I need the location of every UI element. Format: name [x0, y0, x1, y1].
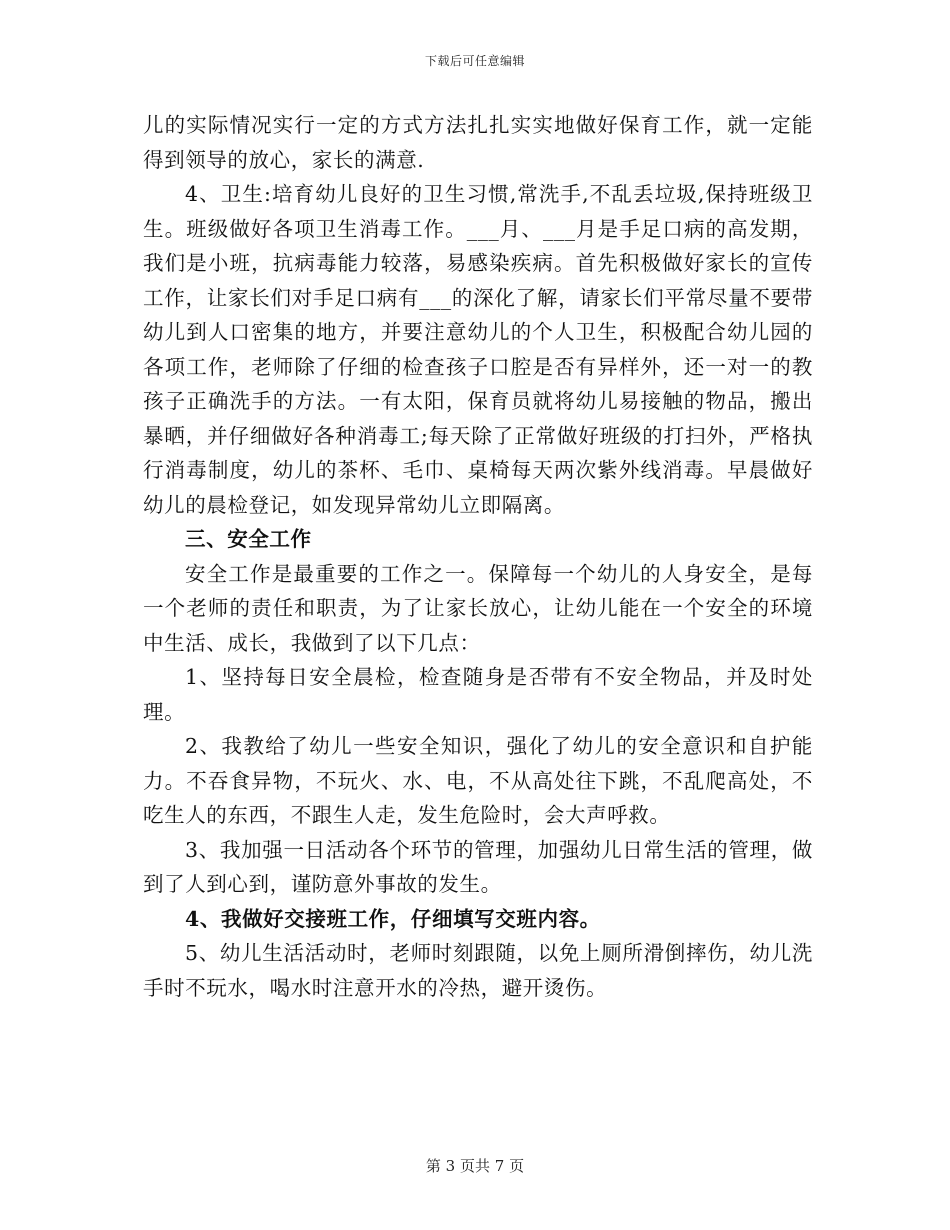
paragraph-safety-item-4: 4、我做好交接班工作，仔细填写交班内容。: [185, 906, 601, 931]
paragraph-safety-item-2: 2、我教给了幼儿一些安全知识，强化了幼儿的安全意识和自护能力。不吞食异物，不玩火、水、电，不从高处往下跳，不乱爬高处，不吃生人的东西，不跟生人走，发生危险时，会大声呼救。: [143, 734, 813, 827]
page-footer: 第 3 页共 7 页: [425, 1157, 525, 1175]
paragraph-safety-item-1: 1、坚持每日安全晨检，检查随身是否带有不安全物品，并及时处理。: [143, 665, 813, 724]
section-heading-safety: 三、安全工作: [185, 527, 312, 551]
document-body: [143, 108, 813, 1005]
paragraph-safety-item-3: 3、我加强一日活动各个环节的管理，加强幼儿日常生活的管理，做到了人到心到，谨防意外事故的发生。: [143, 837, 813, 896]
paragraph-hygiene: 4、卫生:培育幼儿良好的卫生习惯,常洗手,不乱丢垃圾,保持班级卫生。班级做好各项卫生消毒工作。___月、___月是手足口病的高发期，我们是小班，抗病毒能力较落，易感染疾病。首先积极做好家长的宣传工作，让家长们对手足口病有___的深化了解，请家长们平常尽量不要带幼儿到人口密集的地方，并要注意幼儿的个人卫生，积极配合幼儿园的各项工作，老师除了仔细的检查孩子口腔是否有异样外，还一对一的教孩子正确洗手的方法。一有太阳，保育员就将幼儿易接触的物品，搬出暴晒，并仔细做好各种消毒工;每天除了正常做好班级的打扫外，严格执行消毒制度，幼儿的茶杯、毛巾、桌椅每天两次紫外线消毒。早晨做好幼儿的晨检登记，如发现异常幼儿立即隔离。: [143, 182, 813, 517]
paragraph-safety-intro: 安全工作是最重要的工作之一。保障每一个幼儿的人身安全，是每一个老师的责任和职责，为了让家长放心，让幼儿能在一个安全的环境中生活、成长，我做到了以下几点：: [143, 561, 813, 655]
paragraph-safety-item-5: 5、幼儿生活活动时，老师时刻跟随，以免上厕所滑倒摔伤，幼儿洗手时不玩水，喝水时注意开水的冷热，避开烫伤。: [143, 941, 813, 1000]
page-header: 下载后可任意编辑: [424, 54, 525, 68]
paragraph-continuation: 儿的实际情况实行一定的方式方法扎扎实实地做好保育工作，就一定能得到领导的放心，家长的满意.: [143, 113, 813, 172]
